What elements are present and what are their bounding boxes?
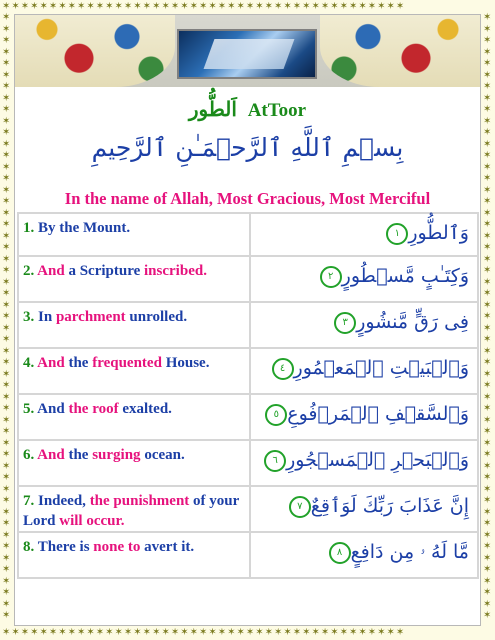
verse-number: 4.	[23, 355, 35, 371]
verse-arabic-text: إِنَّ عَذَابَ رَبِّكَ لَوَٲقِعٌ	[310, 495, 469, 517]
verse-text-segment: the punishment	[89, 493, 194, 509]
verse-row	[18, 486, 478, 532]
verse-arabic	[250, 213, 478, 256]
page-content	[14, 14, 481, 626]
verse-text-segment: the roof	[68, 401, 123, 417]
verse-text-segment: ocean.	[144, 447, 185, 463]
verse-english	[18, 348, 250, 394]
verse-arabic-text: وَٱلۡبَيۡتِ ٱلۡمَعۡمُورِ	[293, 357, 469, 379]
verse-row	[18, 532, 478, 578]
verse-text-segment: exalted.	[122, 401, 172, 417]
verse-number: 7.	[23, 493, 35, 509]
verse-english	[18, 486, 250, 532]
verse-text-segment: of your Lord	[23, 493, 240, 529]
verse-text-segment: avert it.	[144, 539, 195, 555]
verse-arabic	[250, 532, 478, 578]
verses-table	[17, 212, 479, 579]
star-border-left: ✶✶✶✶✶✶✶✶✶✶✶✶✶✶✶✶✶✶✶✶✶✶✶✶✶✶✶✶✶✶✶✶✶✶✶✶✶✶✶✶✶✶✶✶✶✶✶✶✶✶✶✶✶	[2, 12, 11, 621]
verse-text-segment: frequented	[92, 355, 166, 371]
verse-arabic	[250, 256, 478, 302]
verse-text-segment: And	[34, 355, 69, 371]
verse-row	[18, 348, 478, 394]
verse-english	[18, 256, 250, 302]
verse-arabic	[250, 394, 478, 440]
quran-book-icon	[177, 29, 317, 79]
verse-english	[18, 440, 250, 486]
verse-text-segment: the	[68, 447, 93, 463]
ornament-right-icon	[320, 15, 480, 87]
ornament-left-icon	[15, 15, 175, 87]
verse-english	[18, 532, 250, 578]
ayah-number-icon: ٥	[265, 404, 287, 426]
verse-text-segment: inscribed.	[144, 263, 207, 279]
verse-row	[18, 302, 478, 348]
surah-title-arabic: اَلطُّور	[188, 99, 237, 121]
verse-arabic	[250, 348, 478, 394]
verse-arabic-text: مَّا لَهُ ۥ مِن دَافِعٍ	[350, 541, 469, 563]
verse-number: 1.	[23, 220, 35, 236]
verse-arabic	[250, 302, 478, 348]
verse-text-segment: And	[34, 447, 69, 463]
header-banner	[15, 15, 480, 87]
verse-row	[18, 394, 478, 440]
verse-english	[18, 213, 250, 256]
verse-text-segment: a Scripture	[68, 263, 145, 279]
verse-number: 6.	[23, 447, 35, 463]
verse-text-segment: will occur.	[59, 513, 125, 529]
verse-arabic-text: فِى رَقٍّ مَّنشُورٍ	[356, 311, 469, 333]
star-border-right: ✶✶✶✶✶✶✶✶✶✶✶✶✶✶✶✶✶✶✶✶✶✶✶✶✶✶✶✶✶✶✶✶✶✶✶✶✶✶✶✶✶✶✶✶✶✶✶✶✶✶✶✶✶	[483, 12, 492, 621]
ayah-number-icon: ٣	[334, 312, 356, 334]
verse-text-segment: unrolled.	[129, 309, 188, 325]
ayah-number-icon: ٨	[329, 542, 351, 564]
verse-text-segment: none to	[93, 539, 145, 555]
verse-english	[18, 394, 250, 440]
verse-text-segment: In	[34, 309, 56, 325]
verse-text-segment: There is	[34, 539, 94, 555]
verse-arabic-text: وَكِتَـٰبٍ مَّسۡطُورٍ	[341, 265, 469, 287]
verse-arabic-text: وَٱلسَّقۡفِ ٱلۡمَرۡفُوعِ	[287, 403, 469, 425]
verse-text-segment: Indeed,	[34, 493, 90, 509]
verse-number: 3.	[23, 309, 35, 325]
verse-text-segment: parchment	[55, 309, 130, 325]
ayah-number-icon: ٤	[272, 358, 294, 380]
verse-text-segment: surging	[92, 447, 145, 463]
verse-arabic	[250, 440, 478, 486]
verse-arabic-text: وَٱلطُّورِ	[408, 222, 469, 244]
verse-arabic	[250, 486, 478, 532]
verse-text-segment: And	[34, 401, 69, 417]
ayah-number-icon: ٦	[264, 450, 286, 472]
verse-row	[18, 256, 478, 302]
verse-english	[18, 302, 250, 348]
bismillah-english: In the name of Allah, Most Gracious, Most Merciful	[64, 189, 431, 208]
star-border-bottom: ✶✶✶✶✶✶✶✶✶✶✶✶✶✶✶✶✶✶✶✶✶✶✶✶✶✶✶✶✶✶✶✶✶✶✶✶✶✶✶✶✶✶✶	[2, 628, 406, 638]
verse-text-segment: And	[34, 263, 69, 279]
surah-title-english: AtToor	[247, 100, 307, 121]
verse-row	[18, 213, 478, 256]
surah-title	[15, 97, 480, 122]
verse-number: 8.	[23, 539, 35, 555]
verse-number: 2.	[23, 263, 35, 279]
ayah-number-icon: ٧	[289, 496, 311, 518]
ayah-number-icon: ٢	[320, 266, 342, 288]
verse-text-segment: House.	[165, 355, 210, 371]
bismillah-arabic: بِسۡمِ ٱللَّهِ ٱلرَّحۡمَـٰنِ ٱلرَّحِيمِ	[91, 133, 404, 162]
star-border-top: ✶✶✶✶✶✶✶✶✶✶✶✶✶✶✶✶✶✶✶✶✶✶✶✶✶✶✶✶✶✶✶✶✶✶✶✶✶✶✶✶✶✶✶	[2, 2, 406, 12]
ayah-number-icon: ١	[386, 223, 408, 245]
verse-row	[18, 440, 478, 486]
verse-arabic-text: وَٱلۡبَحۡرِ ٱلۡمَسۡجُورِ	[286, 449, 469, 471]
verse-text-segment: the	[68, 355, 93, 371]
verse-number: 5.	[23, 401, 35, 417]
verse-text-segment: By the Mount.	[34, 220, 131, 236]
